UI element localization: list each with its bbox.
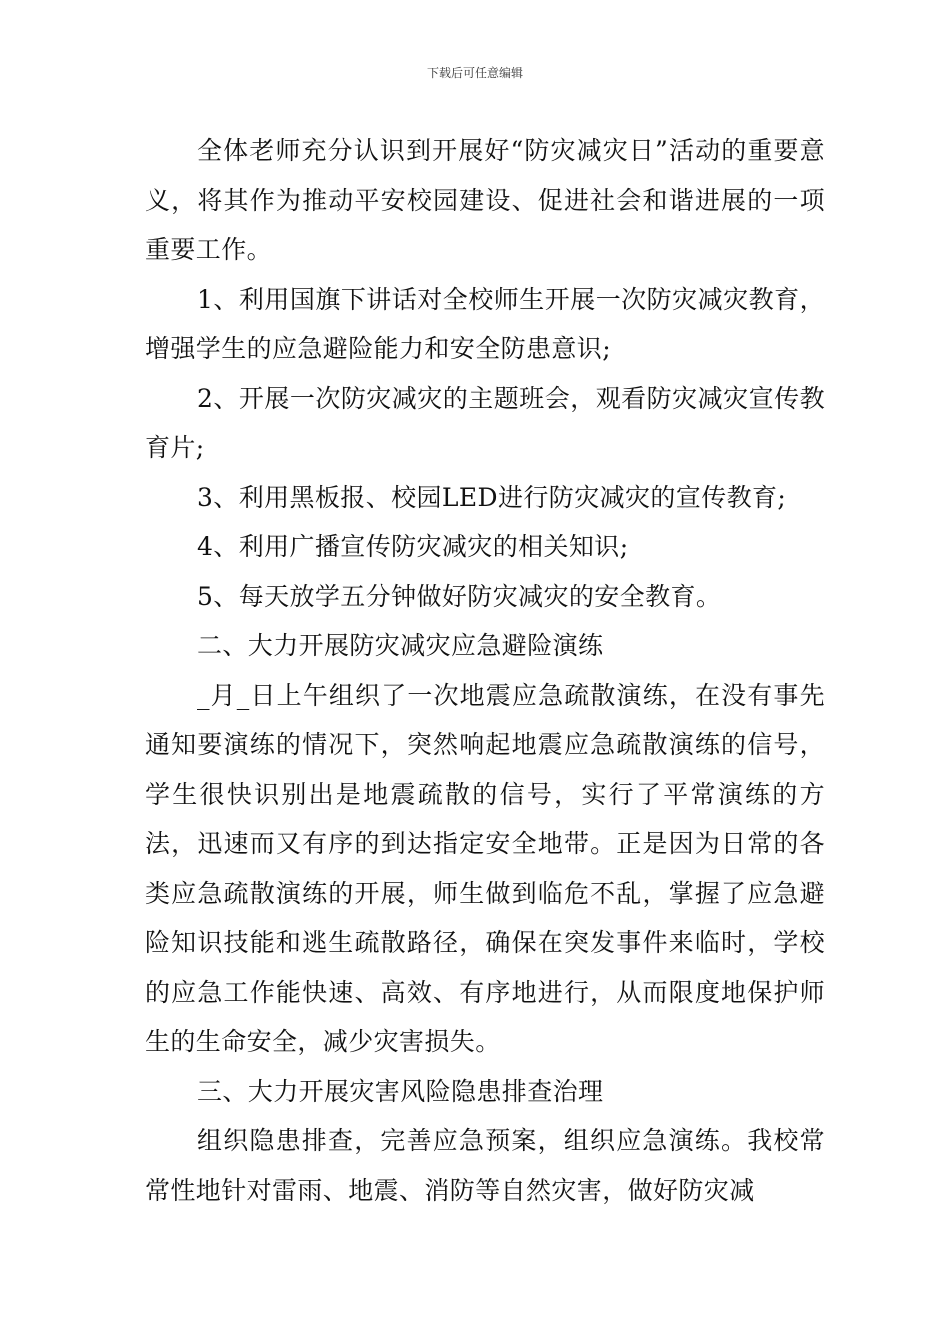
paragraph-hazard-check: 组织隐患排查，完善应急预案，组织应急演练。我校常常性地针对雷雨、地震、消防等自然灾害，做好防灾减 bbox=[145, 1126, 825, 1205]
section-heading-3: 三、大力开展灾害风险隐患排查治理 bbox=[197, 1076, 604, 1106]
list-item-5: 5、每天放学五分钟做好防灾减灾的安全教育。 bbox=[197, 581, 722, 611]
document-body bbox=[145, 126, 825, 1215]
section-heading-2: 二、大力开展防灾减灾应急避险演练 bbox=[197, 631, 604, 660]
list-item-1: 1、利用国旗下讲话对全校师生开展一次防灾减灾教育，增强学生的应急避险能力和安全防患意识; bbox=[145, 284, 825, 363]
list-item-3: 3、利用黑板报、校园LED进行防灾减灾的宣传教育; bbox=[197, 482, 787, 512]
page-header-note: 下载后可任意编辑 bbox=[426, 66, 523, 80]
paragraph-intro: 全体老师充分认识到开展好“防灾减灾日”活动的重要意义，将其作为推动平安校园建设、促进社会和谐进展的一项重要工作。 bbox=[145, 136, 825, 264]
list-item-4: 4、利用广播宣传防灾减灾的相关知识; bbox=[197, 532, 629, 561]
paragraph-drill: _月_日上午组织了一次地震应急疏散演练，在没有事先通知要演练的情况下，突然响起地震应急疏散演练的信号，学生很快识别出是地震疏散的信号，实行了平常演练的方法，迅速而又有序的到达指定安全地带。正是因为日常的各类应急疏散演练的开展，师生做到临危不乱，掌握了应急避险知识技能和逃生疏散路径，确保在突发事件来临时，学校的应急工作能快速、高效、有序地进行，从而限度地保护师生的生命安全，减少灾害损失。 bbox=[145, 680, 825, 1056]
list-item-2: 2、开展一次防灾减灾的主题班会，观看防灾减灾宣传教育片; bbox=[145, 383, 825, 462]
